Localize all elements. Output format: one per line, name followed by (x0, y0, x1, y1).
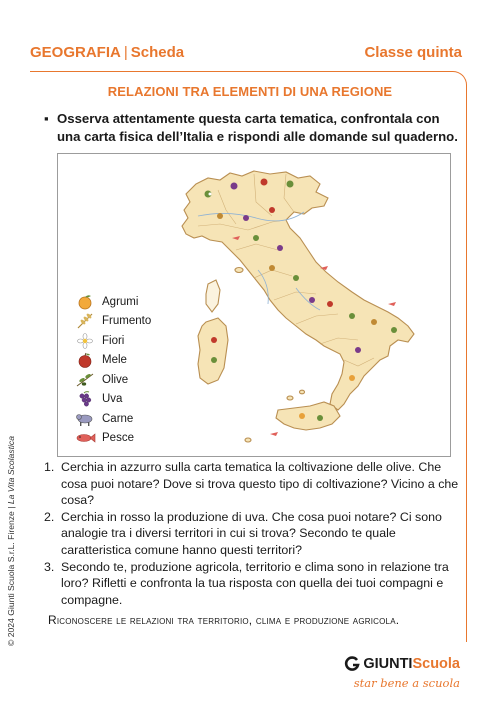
legend-item (74, 370, 151, 390)
grape-icon (74, 390, 96, 408)
question-text: Cerchia in rosso la produzione di uva. Che cosa puoi notare? Ci sono analogie tra i diversi territori in cui si trova? Secondo te quale caratteristica comune hanno questi territori? (61, 509, 442, 557)
logo-brand-suffix: Scuola (412, 656, 460, 672)
header-subject: GEOGRAFIA (30, 44, 121, 61)
legend-label: Carne (102, 412, 134, 425)
cattle-icon (74, 410, 96, 428)
header-left (30, 44, 184, 61)
publisher-logo (340, 656, 460, 696)
intro-text: Osserva attentamente questa carta tematica, confrontala con una carta fisica dell’Italia e rispondi alle domande sul quaderno. (57, 111, 458, 144)
page-title: RELAZIONI TRA ELEMENTI DI UNA REGIONE (107, 84, 393, 99)
olive-icon (74, 371, 96, 389)
legend-item (74, 390, 151, 410)
legend-item (74, 429, 151, 449)
legend-item (74, 312, 151, 332)
header-grade: Classe quinta (364, 44, 462, 61)
sicily (276, 402, 340, 430)
legend-item (74, 292, 151, 312)
legend-label: Uva (102, 393, 123, 406)
flower-icon (74, 332, 96, 350)
question-text: Secondo te, produzione agricola, territorio e clima sono in relazione tra loro? Rifletti e confronta la tua risposta con quella dei tuoi compagni e compagne. (61, 559, 449, 607)
sardinia (198, 318, 228, 384)
legend-label: Frumento (102, 315, 152, 328)
giunti-g-icon (344, 656, 360, 672)
legend-item (74, 409, 151, 429)
legend-label: Mele (102, 354, 127, 367)
corsica (206, 280, 220, 312)
page-header (30, 44, 462, 64)
header-separator: | (123, 44, 128, 61)
citrus-icon (74, 293, 96, 311)
fish-icon (74, 429, 96, 447)
bullet-icon: ▪ (44, 111, 49, 126)
question-number: 1. (44, 460, 55, 474)
legend-label: Fiori (102, 334, 125, 347)
learning-objective: Riconoscere le relazioni tra territorio, clima e produzione agricola. (48, 613, 400, 627)
question-list (44, 459, 464, 608)
header-type: Scheda (130, 44, 185, 61)
wheat-icon (74, 312, 96, 330)
question-item (44, 509, 464, 559)
legend-label: Pesce (102, 432, 134, 445)
publication-name: La Vita Scolastica (6, 436, 16, 505)
legend-label: Olive (102, 373, 129, 386)
legend-item (74, 351, 151, 371)
question-number: 3. (44, 559, 55, 574)
intro-instruction (44, 110, 464, 146)
copyright-notice (6, 436, 16, 646)
question-text: Cerchia in azzurro sulla carta tematica la coltivazione delle olive. Che cosa puoi notare? Dove si trova questo tipo di coltivazione? Vicino a che cosa? (61, 460, 459, 508)
map-legend (74, 292, 151, 448)
legend-label: Agrumi (102, 295, 139, 308)
copyright-text: © 2024 Giunti Scuola S.r.L. Firenze | (6, 504, 16, 646)
question-item (44, 559, 464, 609)
apple-icon (74, 351, 96, 369)
question-number: 2. (44, 509, 55, 524)
logo-brand: GIUNTI (363, 656, 413, 672)
logo-wordmark (344, 656, 460, 672)
thematic-map (57, 153, 451, 457)
legend-item (74, 331, 151, 351)
question-item (44, 459, 464, 509)
logo-tagline: star bene a scuola (353, 676, 460, 690)
